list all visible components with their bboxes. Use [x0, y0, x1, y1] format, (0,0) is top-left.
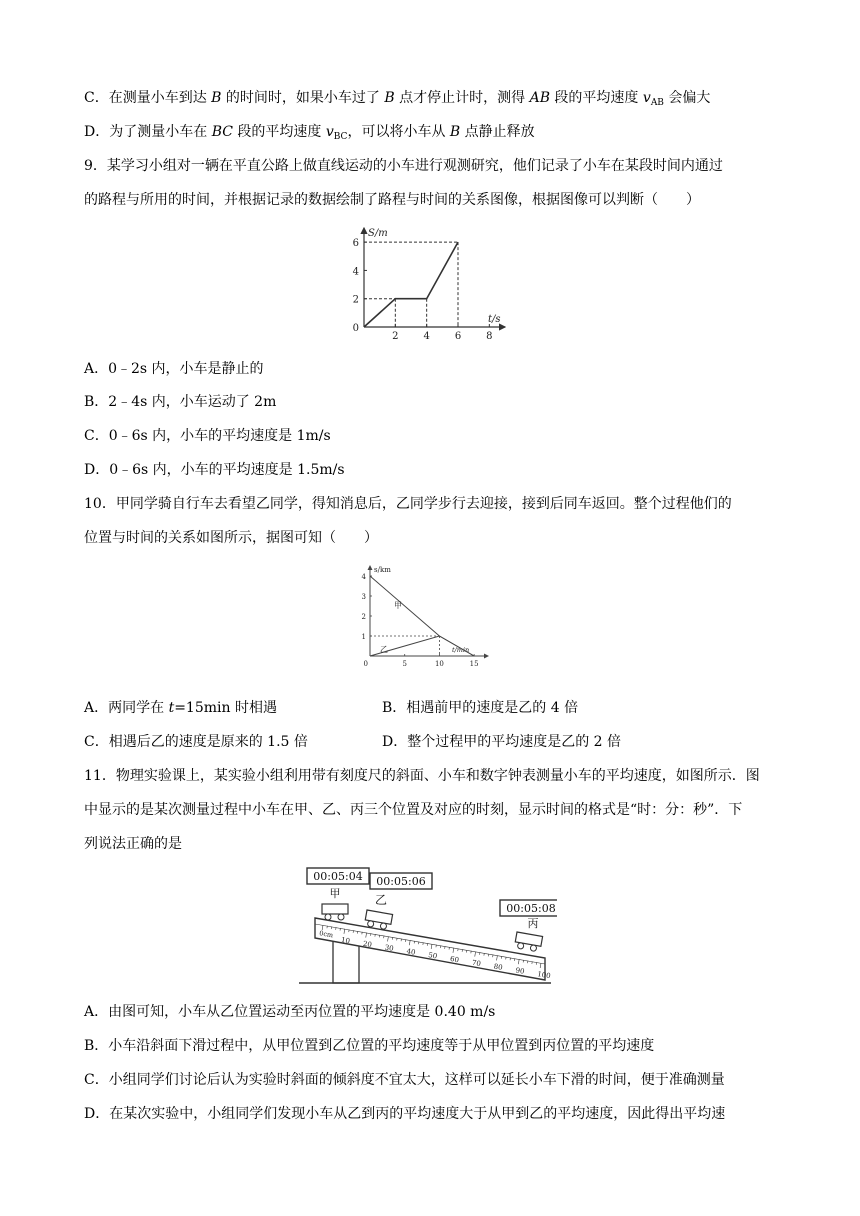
q9-stem-line2: 的路程与所用的时间，并根据记录的数据绘制了路程与时间的关系图像，根据图像可以判断（ ）	[84, 192, 700, 208]
q10-stem-line2: 位置与时间的关系如图所示，据图可知（ ）	[84, 530, 378, 546]
ruler-number: 70	[471, 958, 482, 969]
q9-y-tick-label: 2	[352, 294, 359, 306]
q9-option-d: D．0﹣6s 内，小车的平均速度是 1.5m/s	[84, 462, 345, 478]
ruler-number: 100	[536, 970, 552, 981]
q10-y-tick-label: 3	[361, 593, 366, 601]
q11-stem-line3: 列说法正确的是	[84, 836, 182, 852]
cart-jia	[322, 904, 348, 920]
q9-stem-line1: 9．某学习小组对一辆在平直公路上做直线运动的小车进行观测研究，他们记录了小车在某段时间内通过	[84, 158, 723, 174]
q10-y-tick-label: 4	[361, 573, 366, 581]
q11-stem-line1: 11．物理实验课上，某实验小组利用带有刻度尺的斜面、小车和数字钟表测量小车的平均速度，如图所示．图	[84, 768, 760, 784]
q9-x-tick-label: 8	[486, 331, 493, 342]
ruler-number: 90	[514, 966, 526, 976]
q10-option-b: B．相遇前甲的速度是乙的 4 倍	[382, 700, 579, 716]
q10-st-graph	[356, 562, 496, 674]
q9-y-tick-label: 6	[352, 238, 359, 250]
q11-option-b: B．小车沿斜面下滑过程中，从甲位置到乙位置的平均速度等于从甲位置到丙位置的平均速度	[84, 1038, 655, 1054]
q10-x-tick-label: 10	[434, 660, 444, 668]
q11-incline-figure	[295, 862, 557, 988]
q9-x-tick-label: 4	[423, 331, 430, 342]
q10-y-label: s/km	[374, 566, 391, 574]
ruler-start-label: 0cm	[318, 929, 334, 940]
q9-option-a: A．0﹣2s 内，小车是静止的	[84, 361, 264, 377]
q9-x-tick-label: 2	[392, 331, 399, 342]
label-yi: 乙	[374, 893, 388, 907]
q11-stem-line2: 中显示的是某次测量过程中小车在甲、乙、丙三个位置及对应的时刻，显示时间的格式是“时：分：秒”．下	[84, 802, 743, 818]
q9-y-tick-label: 0	[352, 323, 359, 334]
label-jia: 甲	[329, 887, 341, 900]
q9-option-b: B．2﹣4s 内，小车运动了 2m	[84, 394, 277, 410]
ruler-number: 40	[405, 947, 417, 957]
q8-option-c: C．在测量小车到达 B 的时间时，如果小车过了 B 点才停止计时，测得 AB 段的平均速度 $v_{AB}$ 会偏大	[84, 90, 711, 108]
q10-series-jia	[370, 576, 474, 656]
q10-label-jia: 甲	[394, 601, 402, 610]
ruler-number: 20	[362, 939, 373, 950]
q9-option-c: C．0﹣6s 内，小车的平均速度是 1m/s	[84, 428, 331, 444]
q11-option-c: C．小组同学们讨论后认为实验时斜面的倾斜度不宜太大，这样可以延长小车下滑的时间，便于准确测量	[84, 1072, 725, 1088]
q10-option-c: C．相遇后乙的速度是原来的 1.5 倍	[84, 734, 308, 750]
incline-ruler	[315, 918, 545, 980]
ruler-number: 80	[493, 962, 504, 972]
label-bing: 丙	[527, 917, 539, 930]
clock-yi: 00:05:06	[376, 875, 426, 888]
ruler-number: 60	[449, 954, 460, 965]
support-post	[333, 940, 359, 983]
ruler-number: 30	[384, 943, 395, 953]
q10-y-tick-label: 2	[361, 613, 366, 621]
clock-jia: 00:05:04	[313, 870, 363, 883]
q9-y-tick-label: 4	[352, 266, 359, 278]
q10-option-a: A．两同学在 t=15min 时相遇	[84, 700, 277, 716]
q8-option-d: D．为了测量小车在 BC 段的平均速度 $v_{BC}$，可以将小车从 B 点静止释放	[84, 124, 535, 142]
q10-x-tick-label: 15	[469, 660, 479, 668]
ruler-number: 50	[427, 951, 438, 961]
q11-option-a: A．由图可知，小车从乙位置运动至丙位置的平均速度是 0.40 m/s	[84, 1004, 496, 1020]
q10-y-tick-label: 0	[363, 660, 368, 668]
cart-bing	[514, 932, 542, 952]
ruler-number: 10	[340, 935, 351, 946]
clock-bing: 00:05:08	[506, 902, 556, 915]
q11-option-d: D．在某次实验中，小组同学们发现小车从乙到丙的平均速度大于从甲到乙的平均速度，因此得出平均速	[84, 1106, 726, 1122]
q10-option-d: D．整个过程甲的平均速度是乙的 2 倍	[382, 734, 622, 750]
q10-x-label: t/min	[452, 646, 470, 654]
q9-y-label: S/m	[368, 228, 388, 239]
q10-stem-line1: 10．甲同学骑自行车去看望乙同学，得知消息后，乙同学步行去迎接，接到后同车返回。整个过程他们的	[84, 496, 732, 512]
q9-x-label: t/s	[488, 314, 501, 325]
q10-y-tick-label: 1	[361, 633, 366, 641]
q9-series-line	[364, 242, 458, 327]
q10-label-yi: 乙	[380, 645, 388, 654]
q9-st-graph	[340, 222, 520, 347]
q9-x-tick-label: 6	[454, 331, 462, 342]
q10-x-tick-label: 5	[402, 660, 407, 668]
